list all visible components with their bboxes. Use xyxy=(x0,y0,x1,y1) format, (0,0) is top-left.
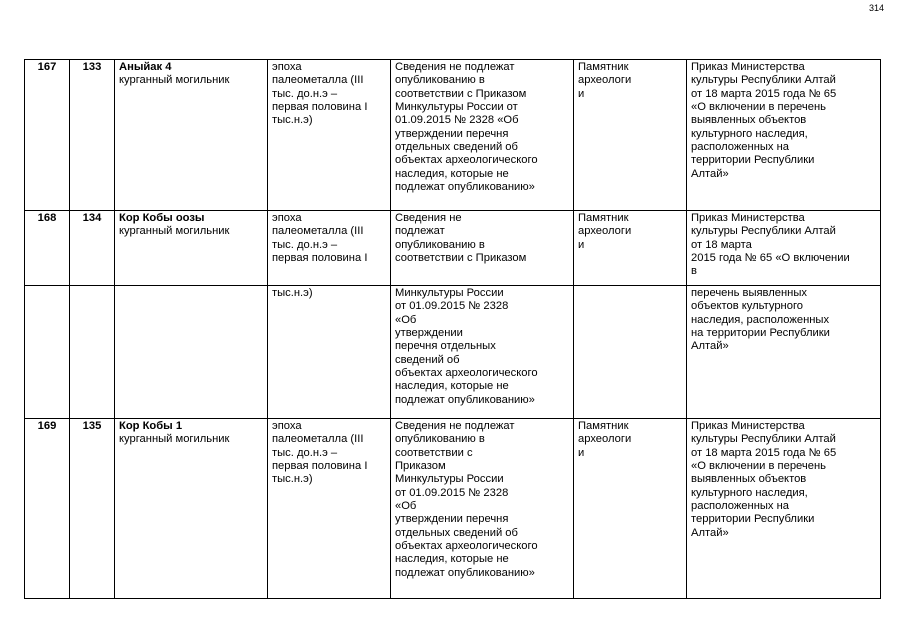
location-cell-line: отдельных сведений об xyxy=(395,526,518,539)
document-cell-line: культуры Республики Алтай xyxy=(691,74,836,87)
location-cell-line: «Об xyxy=(395,313,417,326)
category-cell-line: и xyxy=(578,238,585,251)
dating-cell-line: первая половина I xyxy=(272,460,368,473)
location-cell-line: от 01.09.2015 № 2328 xyxy=(395,486,509,499)
dating-cell xyxy=(268,419,391,599)
reg-number-cell xyxy=(25,211,70,286)
category-cell-line: археологи xyxy=(578,74,632,87)
document-cell-line: Приказ Министерства xyxy=(691,61,805,73)
document-cell-line: культуры Республики Алтай xyxy=(691,433,836,446)
location-cell-line: объектах археологического xyxy=(395,540,538,553)
location-cell-line: наследия, которые не xyxy=(395,380,509,393)
table-row xyxy=(25,419,881,599)
location-cell-line: утверждении xyxy=(395,327,463,340)
local-number-cell xyxy=(70,211,115,286)
location-cell-line: опубликованию в xyxy=(395,238,485,251)
category-cell-line: археологи xyxy=(578,225,632,238)
category-cell xyxy=(574,419,687,599)
document-cell-line: «О включении в перечень xyxy=(691,101,826,114)
location-cell-line: Сведения не подлежат xyxy=(395,420,515,432)
dating-cell-line: эпоха xyxy=(272,212,302,224)
reg-number-cell-text: 169 xyxy=(37,420,57,432)
object-type: курганный могильник xyxy=(119,74,230,87)
location-cell xyxy=(391,419,574,599)
document-cell-line: Приказ Министерства xyxy=(691,212,805,224)
reg-number-cell-text: 168 xyxy=(37,212,57,224)
location-cell xyxy=(391,286,574,419)
category-cell xyxy=(574,60,687,211)
document-cell-line: от 18 марта 2015 года № 65 xyxy=(691,446,837,459)
document-cell-line: расположенных на xyxy=(691,141,790,154)
dating-cell-line: тыс.н.э) xyxy=(272,473,313,486)
location-cell-line: объектах археологического xyxy=(395,367,538,380)
document-cell-line: расположенных на xyxy=(691,500,790,513)
location-cell-line: наследия, которые не xyxy=(395,553,509,566)
document-cell-line: выявленных объектов xyxy=(691,114,807,127)
location-cell-line: от 01.09.2015 № 2328 xyxy=(395,300,509,313)
local-number-cell-text: 135 xyxy=(82,420,102,432)
dating-cell xyxy=(268,211,391,286)
document-cell-line: территории Республики xyxy=(691,513,815,526)
dating-cell xyxy=(268,60,391,211)
location-cell-line: соответствии с Приказом xyxy=(395,252,527,265)
table-row xyxy=(25,286,881,419)
location-cell-line: опубликованию в xyxy=(395,74,485,87)
category-cell-line: археологи xyxy=(578,433,632,446)
document-cell xyxy=(687,211,881,286)
location-cell-line: Минкультуры России от xyxy=(395,101,518,114)
location-cell xyxy=(391,211,574,286)
location-cell-line: утверждении перечня xyxy=(395,513,509,526)
local-number-cell xyxy=(70,286,115,419)
reg-number-cell xyxy=(25,419,70,599)
location-cell-line: утверждении перечня xyxy=(395,127,509,140)
reg-number-cell-text: 167 xyxy=(37,61,57,73)
dating-cell-line: тыс.н.э) xyxy=(272,114,313,127)
document-cell-line: в xyxy=(691,265,697,278)
local-number-cell xyxy=(70,60,115,211)
document-cell-line: 2015 года № 65 «О включении xyxy=(691,252,850,265)
heritage-objects-table xyxy=(24,59,881,599)
document-cell-line: перечень выявленных xyxy=(691,287,807,299)
document-cell-line: от 18 марта 2015 года № 65 xyxy=(691,87,837,100)
location-cell-line: Минкультуры России xyxy=(395,287,504,299)
category-cell-line: Памятник xyxy=(578,420,629,432)
document-cell-line: Алтай» xyxy=(691,167,729,180)
location-cell-line: Сведения не подлежат xyxy=(395,61,515,73)
location-cell-line: Приказом xyxy=(395,460,446,473)
document-cell-line: территории Республики xyxy=(691,154,815,167)
reg-number-cell xyxy=(25,60,70,211)
location-cell-line: соответствии с xyxy=(395,446,473,459)
object-name: Аныйак 4 xyxy=(119,61,172,73)
location-cell-line: подлежат опубликованию» xyxy=(395,181,535,194)
reg-number-cell xyxy=(25,286,70,419)
dating-cell-line: первая половина I xyxy=(272,252,368,265)
document-cell-line: на территории Республики xyxy=(691,327,830,340)
location-cell-line: Минкультуры России xyxy=(395,473,504,486)
dating-cell-line: первая половина I xyxy=(272,101,368,114)
object-name: Кор Кобы оозы xyxy=(119,212,205,224)
location-cell-line: подлежат опубликованию» xyxy=(395,566,535,579)
location-cell-line: «Об xyxy=(395,500,417,513)
document-cell xyxy=(687,60,881,211)
category-cell-line: и xyxy=(578,87,585,100)
table-row xyxy=(25,60,881,211)
document-cell xyxy=(687,419,881,599)
object-name: Кор Кобы 1 xyxy=(119,420,183,432)
location-cell-line: сведений об xyxy=(395,353,460,366)
location-cell-line: объектах археологического xyxy=(395,154,538,167)
dating-cell-line: тыс. до.н.э – xyxy=(272,87,338,100)
category-cell-line: Памятник xyxy=(578,61,629,73)
dating-cell-line: тыс.н.э) xyxy=(272,287,313,299)
object-name-cell xyxy=(115,60,268,211)
document-cell-line: Алтай» xyxy=(691,526,729,539)
document-cell-line: от 18 марта xyxy=(691,238,752,251)
location-cell-line: соответствии с Приказом xyxy=(395,87,527,100)
document-cell-line: культурного наследия, xyxy=(691,127,808,140)
table-body xyxy=(25,60,881,599)
category-cell xyxy=(574,286,687,419)
document-cell-line: объектов культурного xyxy=(691,300,804,313)
document-cell-line: Алтай» xyxy=(691,340,729,353)
document-cell-line: Приказ Министерства xyxy=(691,420,805,432)
document-cell xyxy=(687,286,881,419)
object-name-cell xyxy=(115,286,268,419)
document-cell-line: выявленных объектов xyxy=(691,473,807,486)
category-cell-line: и xyxy=(578,446,585,459)
location-cell-line: подлежат опубликованию» xyxy=(395,393,535,406)
dating-cell-line: эпоха xyxy=(272,61,302,73)
page-number: 314 xyxy=(868,3,884,13)
object-name-cell xyxy=(115,419,268,599)
category-cell xyxy=(574,211,687,286)
location-cell-line: Сведения не xyxy=(395,212,462,224)
location-cell-line: подлежат xyxy=(395,225,445,238)
location-cell-line: перечня отдельных xyxy=(395,340,496,353)
location-cell-line: опубликованию в xyxy=(395,433,485,446)
object-name-cell xyxy=(115,211,268,286)
local-number-cell xyxy=(70,419,115,599)
location-cell xyxy=(391,60,574,211)
location-cell-line: отдельных сведений об xyxy=(395,141,518,154)
table-row xyxy=(25,211,881,286)
dating-cell-line: эпоха xyxy=(272,420,302,432)
local-number-cell-text: 134 xyxy=(82,212,102,224)
object-type: курганный могильник xyxy=(119,433,230,446)
local-number-cell-text: 133 xyxy=(82,61,102,73)
dating-cell-line: тыс. до.н.э – xyxy=(272,238,338,251)
dating-cell-line: палеометалла (III xyxy=(272,74,364,87)
document-cell-line: культуры Республики Алтай xyxy=(691,225,836,238)
object-type: курганный могильник xyxy=(119,225,230,238)
dating-cell-line: палеометалла (III xyxy=(272,433,364,446)
location-cell-line: наследия, которые не xyxy=(395,167,509,180)
dating-cell-line: тыс. до.н.э – xyxy=(272,446,338,459)
document-cell-line: «О включении в перечень xyxy=(691,460,826,473)
document-cell-line: культурного наследия, xyxy=(691,486,808,499)
dating-cell-line: палеометалла (III xyxy=(272,225,364,238)
document-cell-line: наследия, расположенных xyxy=(691,313,830,326)
location-cell-line: 01.09.2015 № 2328 «Об xyxy=(395,114,519,127)
category-cell-line: Памятник xyxy=(578,212,629,224)
dating-cell xyxy=(268,286,391,419)
